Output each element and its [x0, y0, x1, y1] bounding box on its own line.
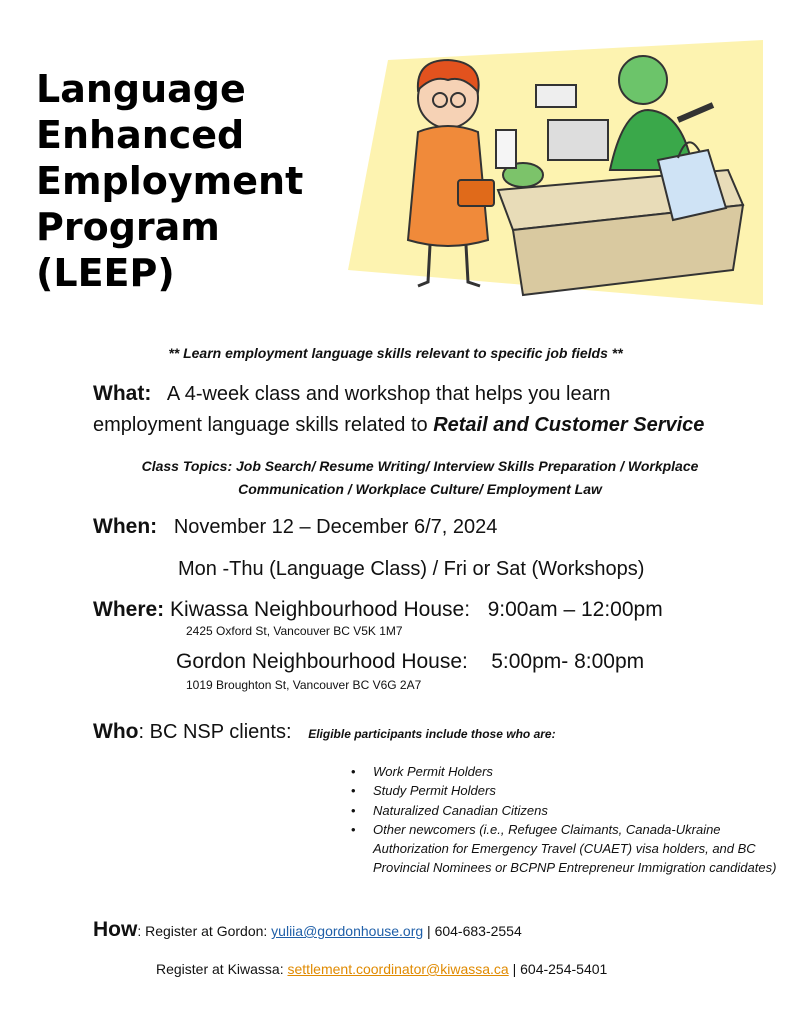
- location-2-time: 5:00pm- 8:00pm: [491, 650, 645, 673]
- location-1-address: 2425 Oxford St, Vancouver BC V5K 1M7: [186, 624, 403, 638]
- retail-checkout-cartoon-icon: [348, 20, 768, 310]
- location-2-address: 1019 Broughton St, Vancouver BC V6G 2A7: [186, 678, 422, 692]
- location-2-name: Gordon Neighbourhood House:: [176, 650, 468, 673]
- who-line: [93, 720, 556, 744]
- where-label: Where:: [93, 598, 165, 621]
- who-text: : BC NSP clients:: [138, 721, 292, 743]
- where-location-1: [93, 598, 663, 638]
- tagline: ** Learn employment language skills relevant to specific job fields **: [168, 345, 623, 361]
- when-label: When:: [93, 515, 158, 538]
- what-text-2: employment language skills related to: [93, 414, 428, 436]
- kiwassa-register-line: [156, 961, 607, 977]
- gordon-phone: | 604-683-2554: [427, 923, 522, 939]
- what-line-1: [93, 382, 611, 406]
- title-line: Program: [36, 205, 220, 249]
- page-title: [36, 66, 303, 296]
- gordon-prefix: : Register at Gordon:: [137, 923, 268, 939]
- who-note: Eligible participants include those who are:: [308, 727, 556, 741]
- what-label: What:: [93, 382, 152, 405]
- title-line: Employment: [36, 159, 304, 203]
- kiwassa-prefix: Register at Kiwassa:: [156, 961, 284, 977]
- where-location-2: [176, 650, 644, 692]
- what-text: A 4-week class and workshop that helps you learn: [166, 383, 611, 405]
- title-line: (LEEP): [36, 251, 175, 295]
- what-field: Retail and Customer Service: [433, 414, 705, 436]
- how-label: How: [93, 918, 138, 941]
- what-line-2: [93, 414, 704, 437]
- topics-line-1: Class Topics: Job Search/ Resume Writing/ Interview Skills Preparation / Workplace: [141, 458, 699, 474]
- kiwassa-phone: | 604-254-5401: [512, 961, 608, 977]
- eligibility-list: [340, 762, 791, 878]
- when-dates: November 12 – December 6/7, 2024: [173, 516, 498, 538]
- class-topics: [80, 455, 760, 501]
- who-label: Who: [93, 720, 139, 743]
- list-item: • Work Permit Holders: [373, 762, 791, 781]
- title-line: Language: [36, 67, 246, 111]
- gordon-email-link[interactable]: yuliia@gordonhouse.org: [271, 923, 424, 939]
- list-item: • Naturalized Canadian Citizens: [373, 801, 791, 820]
- location-1-time: 9:00am – 12:00pm: [487, 598, 663, 621]
- topics-line-2: Communication / Workplace Culture/ Employment Law: [238, 481, 602, 497]
- kiwassa-email-link[interactable]: settlement.coordinator@kiwassa.ca: [287, 961, 509, 977]
- list-item: • Study Permit Holders: [373, 781, 791, 800]
- list-item: • Other newcomers (i.e., Refugee Claimants, Canada-Ukraine Authorization for Emergency Travel (CUAET) visa holders, and BC Provincial Nominees or BCPNP Entrepreneur Immigration candidates): [373, 820, 791, 878]
- title-line: Enhanced: [36, 113, 245, 157]
- how-line: [93, 918, 522, 942]
- location-1-name: Kiwassa Neighbourhood House:: [170, 598, 471, 621]
- when-line: [93, 515, 497, 539]
- schedule: Mon -Thu (Language Class) / Fri or Sat (Workshops): [178, 558, 645, 580]
